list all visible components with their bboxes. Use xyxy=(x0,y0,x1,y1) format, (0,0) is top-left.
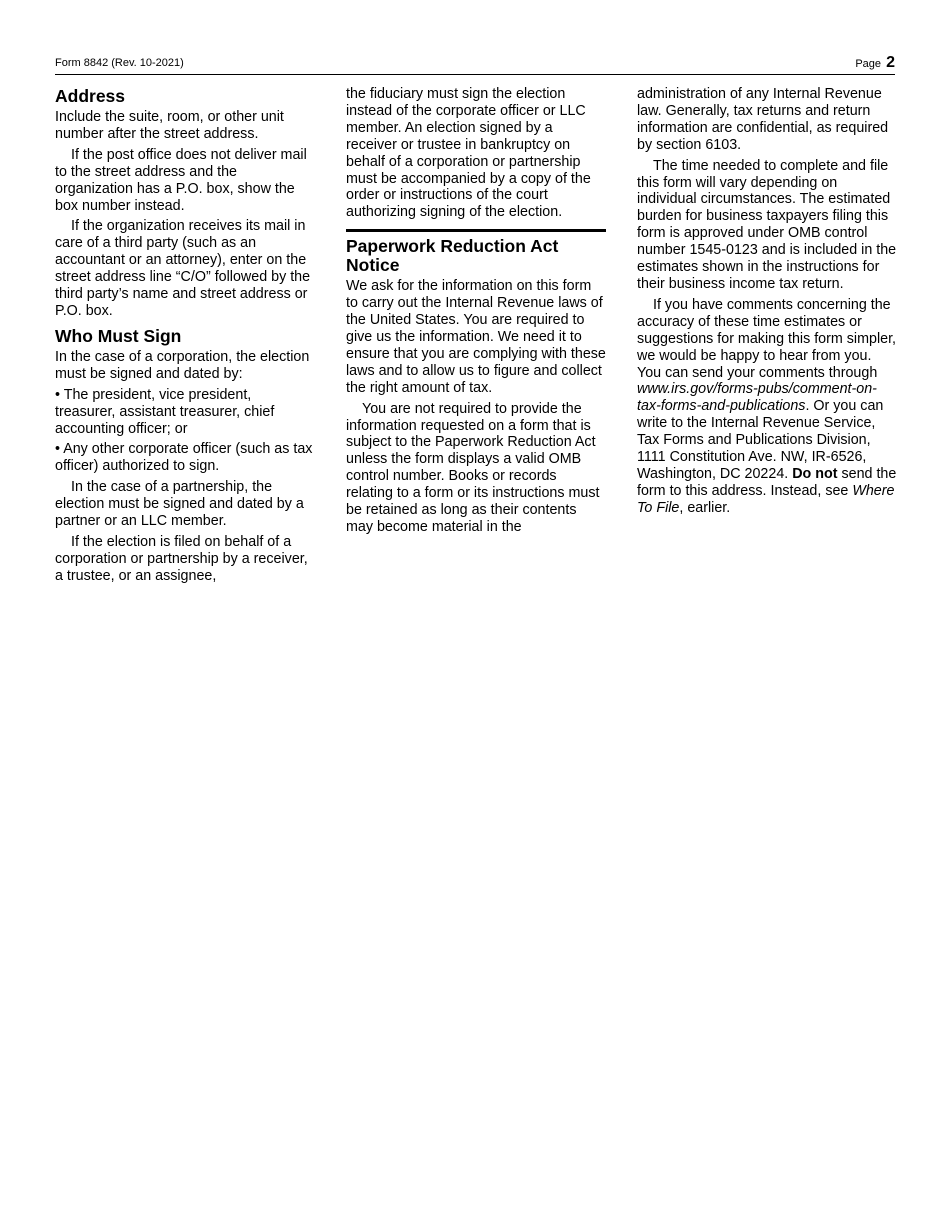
where-to-file-reference: Where To File xyxy=(637,482,895,516)
paperwork-paragraph-3: The time needed to complete and file this form will vary depending on individual circumstances. The estimated burden for business taxpayers filing this form is approved under OMB control number 1545-0123 and is included in the estimates shown in the instructions for their business income tax return. xyxy=(637,157,897,292)
who-must-sign-paragraph-1: In the case of a corporation, the election must be signed and dated by: xyxy=(55,348,310,382)
comments-link: www.irs.gov/forms-pubs/comment-on-tax-forms-and-publications xyxy=(637,381,877,415)
who-must-sign-paragraph-2: In the case of a partnership, the election must be signed and dated by a partner or an LLC member. xyxy=(55,479,304,530)
column-3 xyxy=(637,86,897,521)
address-paragraph-1: Include the suite, room, or other unit number after the street address. xyxy=(55,109,284,142)
who-must-sign-bullet-2: • Any other corporate officer (such as tax officer) authorized to sign. xyxy=(55,441,313,475)
form-identifier: Form 8842 (Rev. 10-2021) xyxy=(55,57,184,69)
page-word: Page xyxy=(855,58,882,70)
comments-text-b: . Or you can write to the Internal Revenue Service, Tax Forms and Publications Division, 1111 Constitution Ave. NW, IR-6526, Washington, DC 20224. xyxy=(637,398,884,482)
paperwork-paragraph-4 xyxy=(637,297,897,517)
address-paragraph-2: If the post office does not deliver mail to the street address and the organization has a P.O. box, show the box number instead. xyxy=(55,146,307,214)
paperwork-heading: Paperwork Reduction Act Notice xyxy=(346,236,559,276)
who-must-sign-heading: Who Must Sign xyxy=(55,325,182,346)
comments-text-a: If you have comments concerning the accuracy of these time estimates or suggestions for making this form simpler, we would be happy to hear from you. You can send your comments through xyxy=(637,296,897,381)
page-header xyxy=(55,54,895,75)
address-heading: Address xyxy=(55,86,126,106)
who-must-sign-bullet-1: • The president, vice president, treasurer, assistant treasurer, chief accounting officer; or xyxy=(55,386,275,437)
paperwork-paragraph-1: We ask for the information on this form to carry out the Internal Revenue laws of the United States. You are required to give us the information. We need it to ensure that you are complying with these laws and to allow us to figure and collect the right amount of tax. xyxy=(346,278,606,396)
paperwork-paragraph-2: You are not required to provide the information requested on a form that is subject to the Paperwork Reduction Act unless the form displays a valid OMB control number. Books or records relating to a form or its instructions must be retained as long as their contents may become material in the xyxy=(346,400,600,535)
column-1 xyxy=(55,86,315,589)
column-2 xyxy=(346,86,606,540)
comments-text-d: , earlier. xyxy=(679,499,731,516)
comments-text-c: send the form to this address. Instead, see xyxy=(637,465,897,499)
paperwork-paragraph-2-continued: administration of any Internal Revenue law. Generally, tax returns and return information are confidential, as required by section 6103. xyxy=(637,86,889,153)
section-divider xyxy=(346,229,606,232)
do-not-emphasis: Do not xyxy=(792,465,838,482)
page-number: 2 xyxy=(886,54,895,71)
address-paragraph-3: If the organization receives its mail in care of a third party (such as an accountant or an attorney), enter on the street address line “C/O” followed by the third party’s name and street address or P.O. box. xyxy=(55,218,311,319)
page-indicator xyxy=(855,54,895,72)
who-must-sign-paragraph-3-continued: the fiduciary must sign the election instead of the corporate officer or LLC member. An election signed by a receiver or trustee in bankruptcy on behalf of a corporation or partnership must be accompanied by a copy of the order or instructions of the court authorizing signing of the election. xyxy=(346,86,591,221)
who-must-sign-paragraph-3: If the election is filed on behalf of a corporation or partnership by a receiver, a trustee, or an assignee, xyxy=(55,533,308,584)
